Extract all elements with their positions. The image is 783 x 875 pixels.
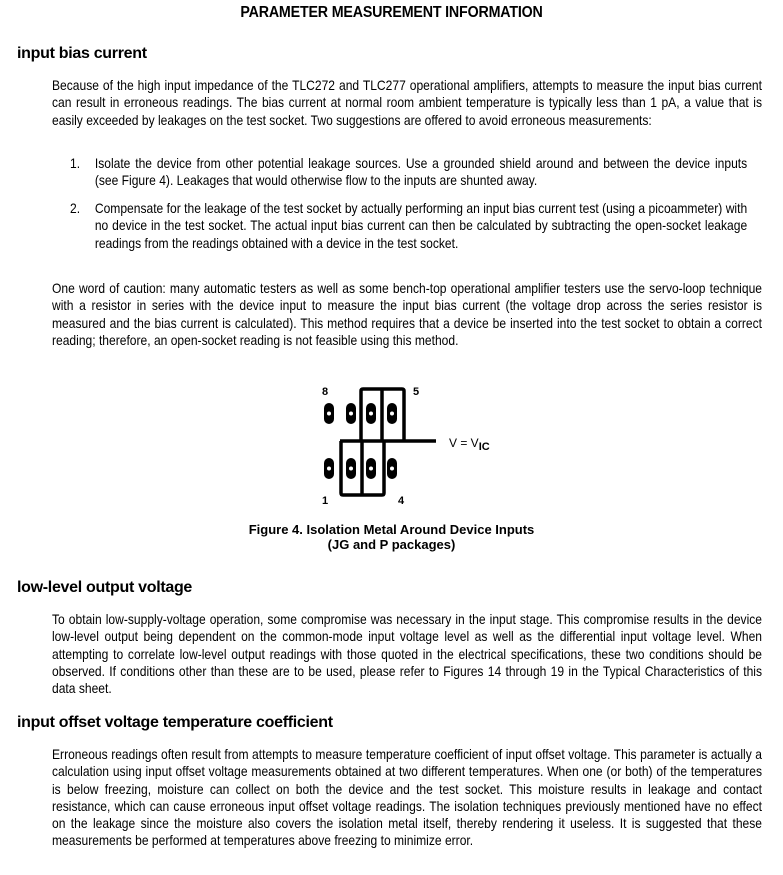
low-level-output-paragraph: To obtain low-supply-voltage operation, some compromise was necessary in the input stage. This compromise results in the device low-level output being dependent on the common-mode input voltage level as well as the differential input voltage level. When attempting to correlate low-level output readings with those quoted in the electrical specifications, these two conditions should be observed. If conditions other than these are to be used, please refer to Figures 14 through 19 in the Typical Characteristics of this data sheet.: [52, 612, 762, 697]
pin-4: [387, 458, 397, 479]
pin-1: [324, 458, 334, 479]
pin-2: [346, 458, 356, 479]
list-item: [70, 155, 780, 190]
section-heading-input-bias-current: input bias current: [17, 45, 147, 62]
voltage-label: [449, 436, 490, 453]
voltage-label-main: V = V: [449, 436, 479, 450]
pin-5: [387, 403, 397, 424]
figure-caption: [0, 522, 783, 552]
pin-8: [324, 403, 334, 424]
section-heading-input-offset-voltage-temp-coeff: input offset voltage temperature coefficient: [17, 714, 333, 731]
list-item: [70, 200, 780, 252]
list-item-text: Isolate the device from other potential leakage sources. Use a grounded shield around and between the device inputs (see Figure 4). Leakages that would otherwise flow to the inputs are shunted away.: [94, 156, 748, 189]
pin-label-8: 8: [322, 386, 329, 398]
isolation-metal-diagram: [300, 375, 530, 515]
pin-3: [366, 458, 376, 479]
pin-7: [346, 403, 356, 424]
input-bias-intro-paragraph: Because of the high input impedance of the TLC272 and TLC277 operational amplifiers, attempts to measure the input bias current can result in erroneous readings. The bias current at normal room ambient temperature is typically less than 1 pA, a value that is easily exceeded by leakages on the test socket. Two suggestions are offered to avoid erroneous measurements:: [52, 78, 762, 128]
caution-paragraph: One word of caution: many automatic testers as well as some bench-top operational amplifier testers use the servo-loop technique with a resistor in series with the device input to measure the input bias current (the voltage drop across the series resistor is measured and the bias current is calculated). This method requires that a device be inserted into the test socket to obtain a correct reading; therefore, an open-socket reading is not feasible using this method.: [52, 281, 762, 348]
pin-label-4: 4: [398, 495, 405, 507]
list-item-number: 2.: [70, 201, 81, 216]
voltage-label-subscript: IC: [478, 441, 490, 453]
section-heading-low-level-output-voltage: low-level output voltage: [17, 579, 193, 596]
list-item-number: 1.: [70, 156, 81, 171]
pin-6: [366, 403, 376, 424]
pin-label-1: 1: [322, 495, 329, 507]
input-offset-voltage-paragraph: Erroneous readings often result from attempts to measure temperature coefficient of input offset voltage. This parameter is actually a calculation using input offset voltage measurements obtained at two different temperatures. When one (or both) of the temperatures is below freezing, moisture can collect on both the device and the test socket. This moisture results in leakage and contact resistance, which can cause erroneous input offset voltage readings. The isolation techniques previously mentioned have no effect on the leakage since the moisture also covers the isolation metal itself, thereby rendering it useless. It is suggested that these measurements be performed at temperatures above freezing to minimize error.: [52, 747, 762, 849]
figure-isolation-metal: [300, 375, 530, 515]
figure-caption-line1: Figure 4. Isolation Metal Around Device Inputs: [248, 522, 535, 537]
figure-caption-line2: (JG and P packages): [327, 537, 456, 552]
pin-label-5: 5: [413, 386, 420, 398]
list-item-text: Compensate for the leakage of the test socket by actually performing an input bias current test (using a picoammeter) with no device in the test socket. The actual input bias current can then be calculated by subtracting the open-socket leakage readings from the readings obtained with a device in the test socket.: [94, 201, 748, 251]
page-title: PARAMETER MEASUREMENT INFORMATION: [240, 4, 543, 21]
